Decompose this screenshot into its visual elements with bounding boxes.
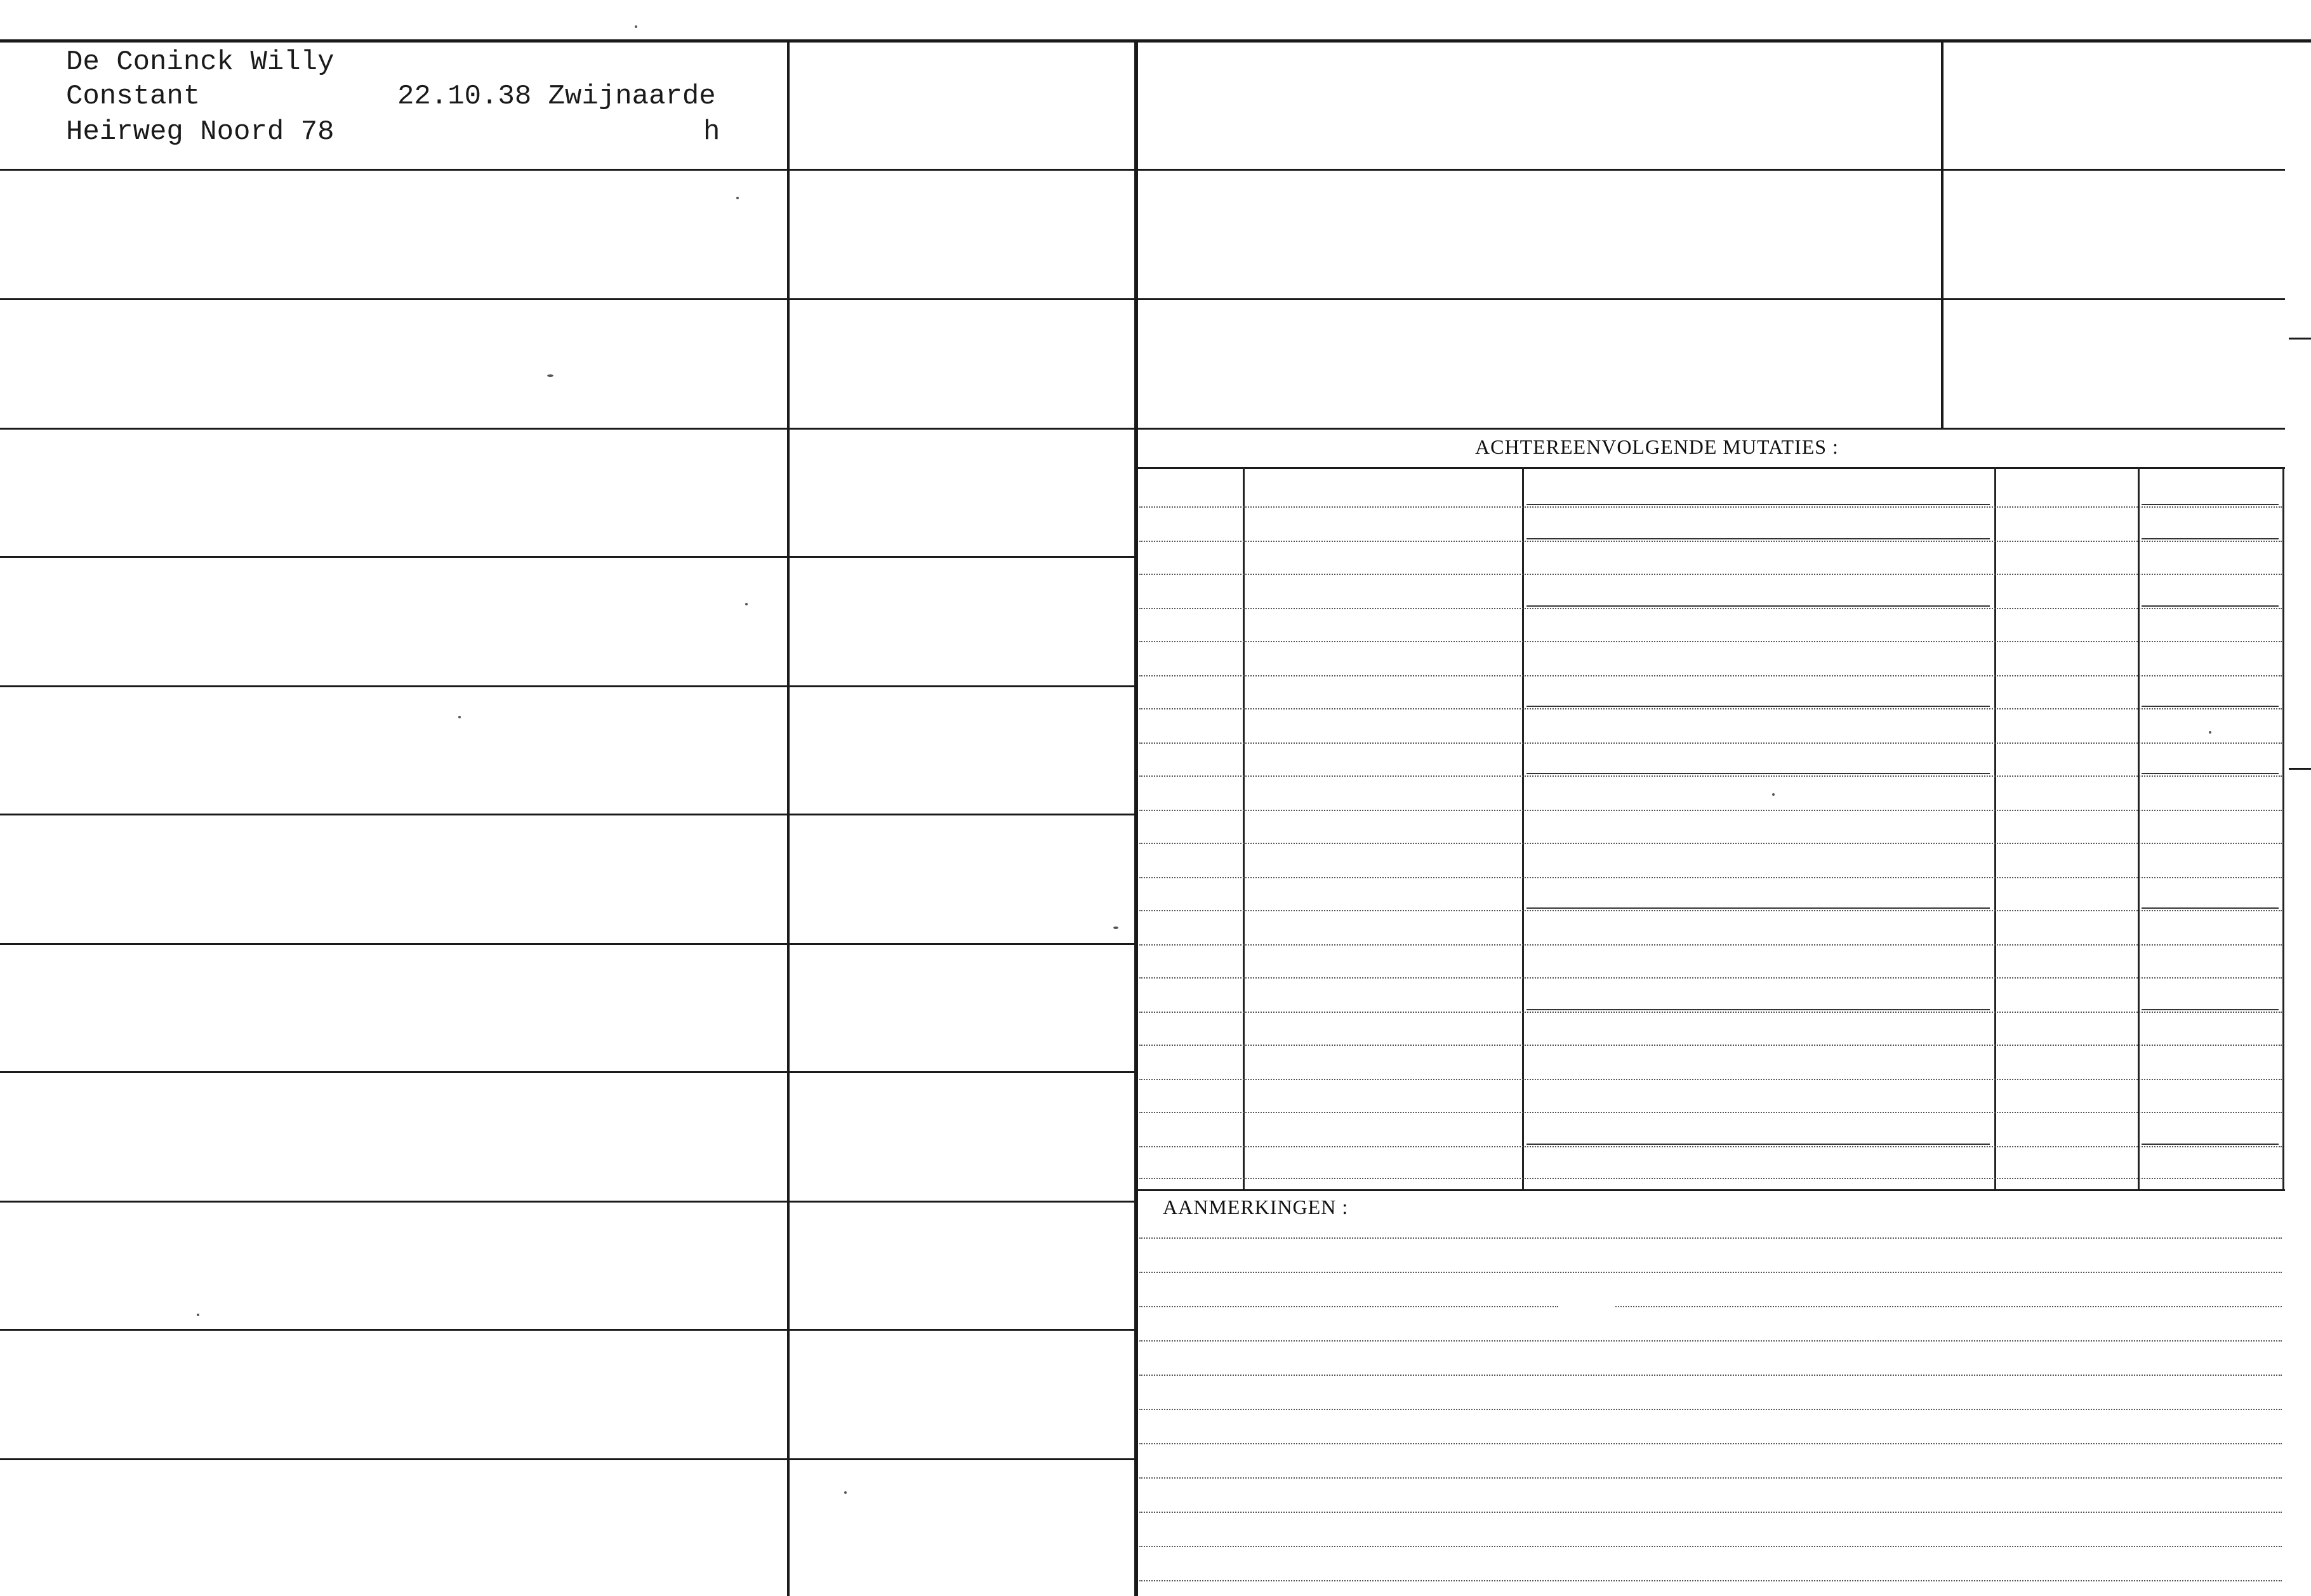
mutations-col-divider	[1994, 467, 1996, 1190]
mutations-solid-rule	[2142, 538, 2279, 539]
mutations-solid-rule	[1526, 706, 1990, 707]
mutations-rule	[1139, 742, 2282, 744]
mutations-solid-rule	[2142, 1009, 2279, 1010]
left-row-line	[0, 298, 1136, 300]
mutations-rule	[1139, 675, 2282, 676]
left-row-line	[0, 169, 1136, 171]
scan-speck	[458, 716, 461, 718]
remarks-rule	[1139, 1237, 2282, 1239]
mutations-title: ACHTEREENVOLGENDE MUTATIES :	[1475, 435, 1839, 458]
mutations-bottom-line	[1136, 1189, 2285, 1191]
mutations-rule	[1139, 1178, 2282, 1179]
record-mark: h	[703, 116, 720, 148]
left-row-line	[0, 428, 1136, 430]
scan-speck	[745, 603, 748, 605]
remarks-rule	[1139, 1477, 2282, 1479]
scan-speck	[547, 374, 553, 377]
mutations-rule	[1139, 1079, 2282, 1080]
right-row-line	[1136, 428, 2285, 430]
right-upper-divider	[1941, 39, 1943, 428]
mutations-rule	[1139, 1012, 2282, 1013]
left-row-line	[0, 556, 1136, 558]
mutations-col-divider	[1243, 467, 1245, 1190]
scan-speck	[197, 1314, 199, 1316]
mutations-rule	[1139, 1045, 2282, 1046]
mutations-rule	[1139, 944, 2282, 946]
left-row-line	[0, 814, 1136, 815]
mutations-solid-rule	[1526, 907, 1990, 909]
left-grid-divider-1	[787, 39, 790, 1596]
mutations-rule	[1139, 877, 2282, 878]
margin-tick	[2289, 338, 2311, 340]
mutations-header-line	[1136, 467, 2285, 469]
scan-speck	[1113, 927, 1118, 929]
left-row-line	[0, 943, 1136, 945]
left-row-line	[0, 1071, 1136, 1073]
mutations-solid-rule	[1526, 504, 1990, 505]
left-row-line	[0, 1201, 1136, 1203]
mutations-solid-rule	[1526, 605, 1990, 607]
record-birth-date-place: 22.10.38 Zwijnaarde	[397, 81, 716, 112]
mutations-rule	[1139, 843, 2282, 844]
mutations-right-edge	[2282, 467, 2284, 1190]
mutations-rule	[1139, 1112, 2282, 1113]
right-row-line	[1136, 169, 2285, 171]
mutations-solid-rule	[1526, 773, 1990, 774]
mutations-solid-rule	[2142, 504, 2279, 505]
mutations-rule	[1139, 574, 2282, 575]
mutations-rule	[1139, 708, 2282, 709]
top-border	[0, 39, 2311, 43]
mutations-rule	[1139, 977, 2282, 979]
left-row-line	[0, 1329, 1136, 1331]
mutations-rule	[1139, 1146, 2282, 1147]
mutations-solid-rule	[1526, 1009, 1990, 1010]
remarks-rule	[1139, 1375, 2282, 1376]
left-row-line	[0, 1458, 1136, 1460]
mutations-solid-rule	[2142, 907, 2279, 909]
remarks-rule	[1615, 1306, 2282, 1307]
scan-speck	[736, 197, 739, 199]
mutations-rule	[1139, 506, 2282, 508]
remarks-rule	[1139, 1580, 2282, 1581]
mutations-rule	[1139, 608, 2282, 609]
left-row-line	[0, 685, 1136, 687]
remarks-rule	[1139, 1443, 2282, 1444]
mutations-col-divider	[1522, 467, 1524, 1190]
scan-speck	[2209, 731, 2211, 734]
remarks-rule	[1139, 1409, 2282, 1410]
remarks-rule	[1139, 1512, 2282, 1513]
mutations-solid-rule	[2142, 706, 2279, 707]
remarks-rule	[1139, 1306, 1558, 1307]
mutations-rule	[1139, 910, 2282, 911]
mutations-solid-rule	[1526, 1144, 1990, 1145]
remarks-rule	[1139, 1546, 2282, 1547]
record-address: Heirweg Noord 78	[66, 116, 334, 148]
mutations-solid-rule	[2142, 773, 2279, 774]
scan-speck	[844, 1491, 847, 1494]
mutations-rule	[1139, 810, 2282, 811]
scan-speck	[1772, 793, 1775, 796]
right-row-line	[1136, 298, 2285, 300]
mutations-solid-rule	[2142, 1144, 2279, 1145]
mutations-col-divider	[2138, 467, 2140, 1190]
margin-tick	[2289, 768, 2311, 770]
remarks-title: AANMERKINGEN :	[1163, 1196, 1349, 1218]
mutations-rule	[1139, 541, 2282, 542]
left-grid-divider-2	[1134, 39, 1138, 1596]
mutations-solid-rule	[2142, 605, 2279, 607]
remarks-rule	[1139, 1340, 2282, 1342]
record-name: De Coninck Willy	[66, 46, 334, 78]
scan-speck	[635, 25, 637, 28]
mutations-rule	[1139, 641, 2282, 642]
record-given-name: Constant	[66, 81, 201, 112]
remarks-rule	[1139, 1272, 2282, 1273]
mutations-solid-rule	[1526, 538, 1990, 539]
mutations-rule	[1139, 775, 2282, 777]
